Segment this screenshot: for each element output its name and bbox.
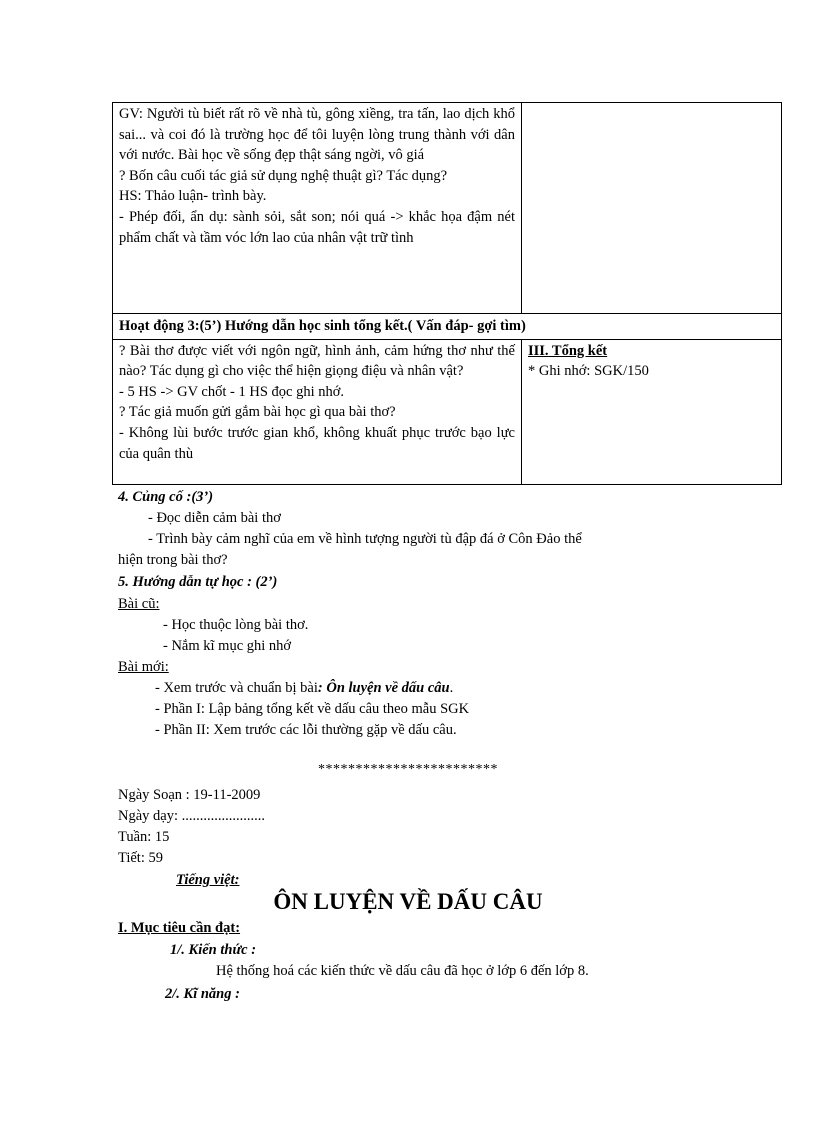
list-item: - Trình bày cảm nghĩ của em về hình tượng người tù đập đá ở Côn Đảo thể: [148, 531, 582, 547]
list-item: - Phần I: Lập bảng tổng kết về dấu câu theo mẫu SGK: [155, 701, 470, 717]
huong-dan-heading: 5. Hướng dẫn tự học : (2’): [118, 574, 278, 590]
teacher-student-cell: [113, 339, 522, 484]
bai-cu-label: Bài cũ:: [118, 596, 160, 612]
list-item-continuation: hiện trong bài thơ?: [118, 552, 228, 568]
paragraph: GV: Người tù biết rất rõ về nhà tù, gông xiềng, tra tấn, lao dịch khổ sai... và coi đó là trường học để tôi luyện lòng trung thành với dân với nước. Bài học về sống đẹp thật sáng ngời, vô giá: [119, 106, 515, 164]
table-row: [113, 103, 782, 314]
list-item: - Phần II: Xem trước các lỗi thường gặp về dấu câu.: [155, 722, 457, 738]
kien-thuc-heading: 1/. Kiến thức :: [170, 942, 257, 958]
cung-co-heading: 4. Củng cố :(3’): [118, 489, 214, 505]
separator-line: ************************: [318, 762, 498, 777]
content-cell: [522, 339, 782, 484]
list-item: - Học thuộc lòng bài thơ.: [163, 617, 309, 633]
paragraph: HS: Thảo luận- trình bày.: [119, 188, 267, 205]
paragraph: ? Tác giả muốn gửi gắm bài học gì qua bài thơ?: [119, 404, 396, 421]
lesson-table: [112, 102, 782, 485]
paragraph: - Phép đối, ẩn dụ: sành sỏi, sắt son; nói quá -> khắc họa đậm nét phẩm chất và tầm vóc lớn lao của nhân vật trữ tình: [119, 208, 515, 246]
punctuation: .: [449, 680, 454, 696]
subject-label: Tiếng việt:: [176, 872, 240, 888]
tiet: Tiết: 59: [118, 850, 163, 866]
note-text: * Ghi nhớ: SGK/150: [528, 363, 649, 380]
paragraph: ? Bài thơ được viết với ngôn ngữ, hình ảnh, cảm hứng thơ như thế nào? Tác dụng gì cho việc thể hiện giọng điệu và nhân vật?: [119, 342, 515, 380]
ki-nang-heading: 2/. Kĩ năng :: [165, 986, 240, 1002]
section-heading: III. Tổng kết: [528, 342, 608, 359]
paragraph: - Không lùi bước trước gian khổ, không khuất phục trước bạo lực của quân thù: [119, 424, 515, 462]
ngay-day: Ngày dạy: .......................: [118, 808, 265, 824]
table-row: [113, 339, 782, 484]
tuan: Tuần: 15: [118, 829, 170, 845]
activity-heading: Hoạt động 3:(5’) Hướng dẫn học sinh tổng kết.( Vấn đáp- gợi tìm): [113, 314, 782, 340]
list-item: - Nắm kĩ mục ghi nhớ: [163, 638, 292, 654]
teacher-student-cell: [113, 103, 522, 314]
lesson-name: : Ôn luyện về dấu câu: [317, 680, 450, 696]
list-item-text: - Xem trước và chuẩn bị bài: [155, 680, 318, 696]
paragraph: - 5 HS -> GV chốt - 1 HS đọc ghi nhớ.: [119, 383, 345, 400]
ngay-soan: Ngày Soạn : 19-11-2009: [118, 787, 261, 803]
lesson-title: ÔN LUYỆN VỀ DẤU CÂU: [273, 889, 543, 914]
list-item: [155, 678, 795, 699]
objectives-heading: I. Mục tiêu cần đạt:: [118, 920, 241, 936]
table-row: [113, 314, 782, 340]
bai-moi-label: Bài mới:: [118, 659, 169, 675]
list-item: - Đọc diễn cảm bài thơ: [148, 510, 281, 526]
content-cell: [522, 103, 782, 314]
paragraph: ? Bốn câu cuối tác giả sử dụng nghệ thuật gì? Tác dụng?: [119, 167, 448, 184]
kien-thuc-text: Hệ thống hoá các kiến thức về dấu câu đã học ở lớp 6 đến lớp 8.: [216, 963, 589, 979]
